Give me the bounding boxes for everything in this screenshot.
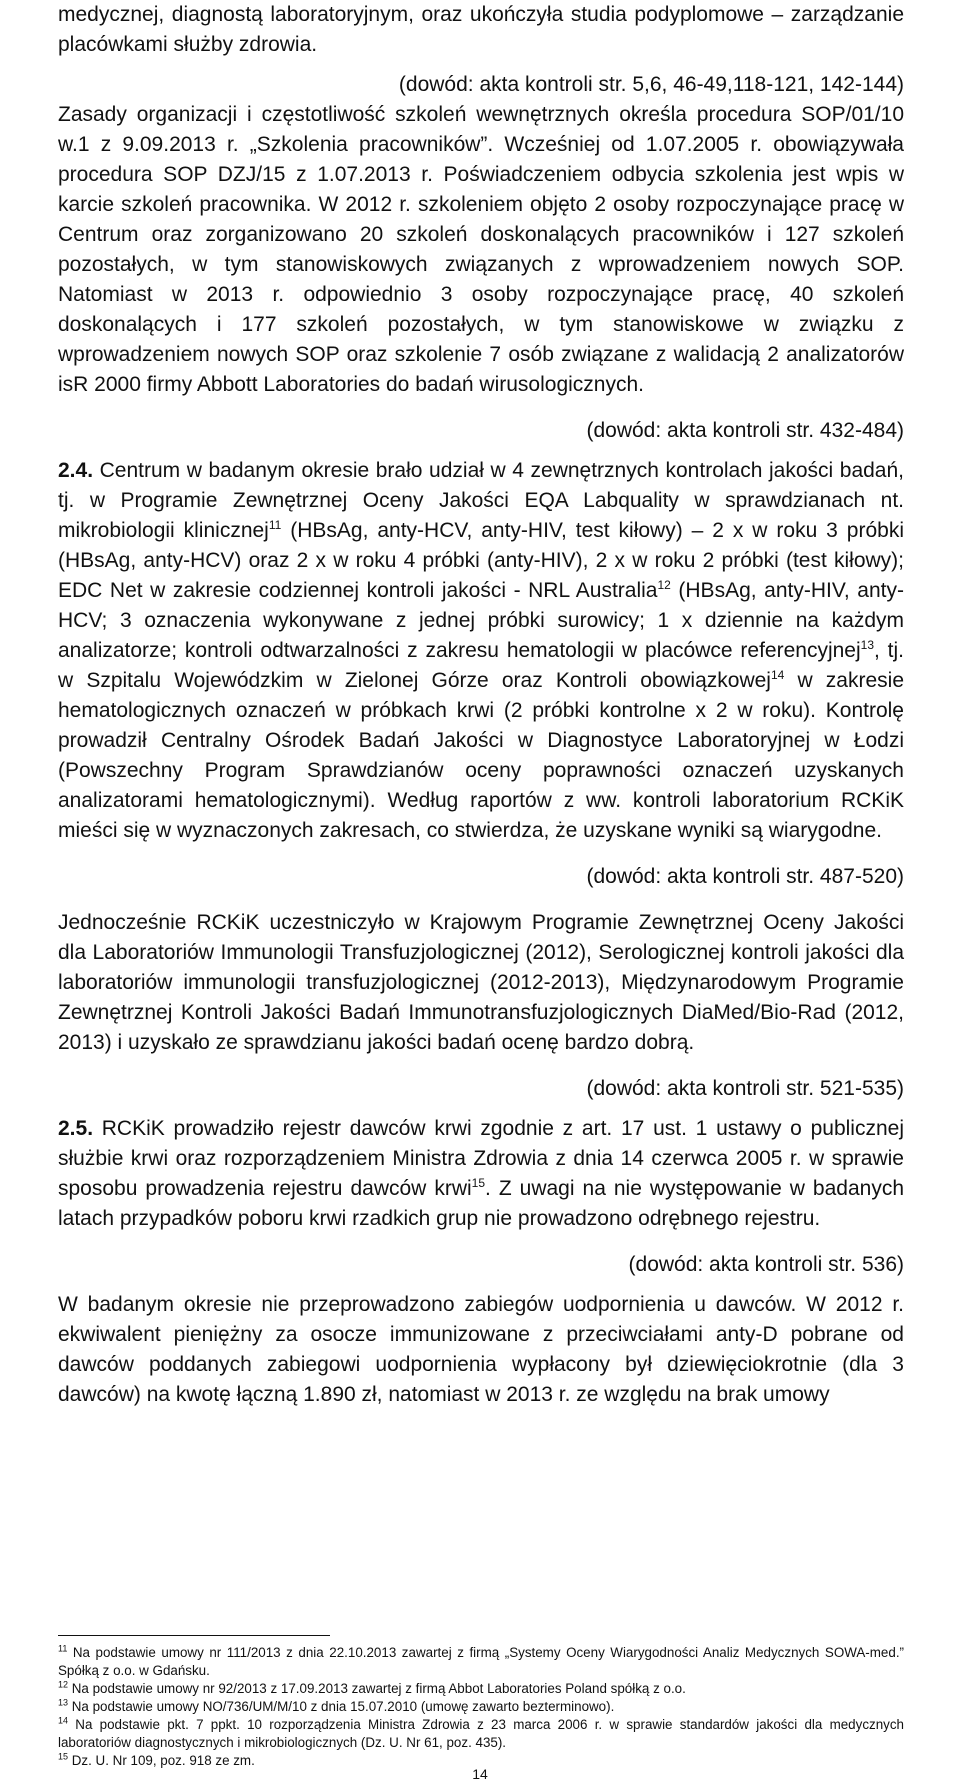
footnote-ref: 11 (268, 518, 282, 532)
footnote (58, 1680, 904, 1698)
text-segment: (HBsAg, anty-HCV, anty-HIV, test kiłowy) – 2 x w roku 3 próbki (HBsAg, anty-HCV) oraz 2 x w roku 4 próbki (anty-HIV), 2 x w roku 2 próbki (test kiłowy); EDC Net w zakresie codziennej kontroli jakości - NRL Australia (58, 519, 904, 602)
footnotes (58, 1644, 904, 1770)
body-text (58, 0, 904, 1410)
footnote-number: 11 (58, 1643, 68, 1654)
text-segment: . Z uwagi na nie występowanie w badanych latach przypadków poboru krwi rzadkich grup nie prowadzono odrębnego rejestru. (58, 1177, 905, 1230)
evidence-reference: (dowód: akta kontroli str. 487-520) (586, 865, 904, 888)
footnote-number: 13 (58, 1697, 69, 1708)
text-segment: , tj. w Szpitalu Wojewódzkim w Zielonej Górze oraz Kontroli obowiązkowej (58, 639, 904, 692)
evidence-reference: (dowód: akta kontroli str. 521-535) (586, 1077, 904, 1100)
footnote-text: Dz. U. Nr 109, poz. 918 ze zm. (68, 1753, 255, 1768)
paragraph-immunization: W badanym okresie nie przeprowadzono zabiegów uodpornienia u dawców. W 2012 r. ekwiwalent pieniężny za osocze immunizowane z przeciwciałami anty-D pobrane od dawców poddanych zabiegowi uodpornienia wypłacony był dziewięciokrotnie (dla 3 dawców) na kwotę łączną 1.890 zł, natomiast w 2013 r. ze względu na brak umowy (58, 1293, 904, 1406)
footnote-ref: 14 (770, 668, 785, 682)
paragraph-external-programs: Jednocześnie RCKiK uczestniczyło w Krajowym Programie Zewnętrznej Oceny Jakości dla Laboratoriów Immunologii Transfuzjologicznej (2012), Serologicznej kontroli jakości dla laboratoriów immunologii transfuzjologicznej (2012-2013), Międzynarodowym Programie Zewnętrznej Kontroli Jakości Badań Immunotransfuzjologicznych DiaMed/Bio-Rad (2012, 2013) i uzyskało ze sprawdzianu jakości badań ocenę bardzo dobrą. (58, 911, 904, 1054)
text-segment: (HBsAg, anty-HIV, anty-HCV; 3 oznaczenia wykonywane z jednej próbki surowicy; 1 x dziennie na każdym analizatorze; kontroli odtwarzalności z zakresu hematologii w placówce referencyjnej (58, 579, 904, 662)
text-segment: w zakresie hematologicznych oznaczeń w próbkach krwi (2 próbki kontrolne x 2 w roku). Kontrolę prowadził Centralny Ośrodek Badań Jakości w Diagnostyce Laboratoryjnej w Łodzi (Powszechny Program Sprawdzianów oceny poprawności oznaczeń uzyskanych analizatorami hematologicznymi). Według raportów z ww. kontroli laboratorium RCKiK mieści się w wyznaczonych zakresach, co stwierdza, że uzyskane wyniki są wiarygodne. (58, 669, 905, 842)
evidence-reference: (dowód: akta kontroli str. 536) (628, 1253, 904, 1276)
footnote-number: 12 (58, 1679, 69, 1690)
footnote-ref: 13 (860, 638, 874, 652)
footnote-ref: 12 (657, 578, 671, 592)
text-segment: Centrum w badanym okresie brało udział w 4 zewnętrznych kontrolach jakości badań, tj. w Programie Zewnętrznej Oceny Jakości EQA Labquality w sprawdzianach nt. mikrobiologii klinicznej (58, 459, 904, 542)
footnote-ref: 15 (471, 1176, 486, 1190)
paragraph-quality-control (58, 456, 904, 846)
footnote-number: 15 (58, 1751, 69, 1762)
evidence-reference: (dowód: akta kontroli str. 432-484) (586, 419, 904, 442)
evidence-reference: (dowód: akta kontroli str. 5,6, 46-49,118-121, 142-144) (398, 73, 904, 96)
paragraph-qualifications: medycznej, diagnostą laboratoryjnym, oraz ukończyła studia podyplomowe – zarządzanie placówkami służby zdrowia. (58, 3, 904, 56)
footnote-number: 14 (58, 1715, 69, 1726)
footnote (58, 1716, 904, 1752)
footnote-text: Na podstawie umowy NO/736/UM/M/10 z dnia 15.07.2010 (umowę zawarto bezterminowo). (68, 1699, 615, 1714)
page-number: 14 (472, 1766, 488, 1782)
section-number: 2.5. (58, 1117, 94, 1140)
text-segment: RCKiK prowadziło rejestr dawców krwi zgodnie z art. 17 ust. 1 ustawy o publicznej służbie krwi oraz rozporządzeniem Ministra Zdrowia z dnia 14 czerwca 2005 r. w sprawie sposobu prowadzenia rejestru dawców krwi (58, 1117, 904, 1200)
section-number: 2.4. (58, 459, 94, 482)
footnote-text: Na podstawie umowy nr 92/2013 z 17.09.2013 zawartej z firmą Abbot Laboratories Poland spółką z o.o. (68, 1681, 686, 1696)
paragraph-donor-register (58, 1114, 904, 1234)
footnote (58, 1698, 904, 1716)
paragraph-training: Zasady organizacji i częstotliwość szkoleń wewnętrznych określa procedura SOP/01/10 w.1 z 9.09.2013 r. „Szkolenia pracowników”. Wcześniej od 1.07.2005 r. obowiązywała procedura SOP DZJ/15 z 1.07.2013 r. Poświadczeniem odbycia szkolenia jest wpis w karcie szkoleń pracownika. W 2012 r. szkoleniem objęto 2 osoby rozpoczynające pracę w Centrum oraz zorganizowano 20 szkoleń doskonalących pracowników i 127 szkoleń pozostałych, w tym stanowiskowych związanych z wprowadzeniem nowych SOP. Natomiast w 2013 r. odpowiednio 3 osoby rozpoczynające pracę, 40 szkoleń doskonalących i 177 szkoleń pozostałych, w tym stanowiskowe w związku z wprowadzeniem nowych SOP oraz szkolenie 7 osób związane z walidacją 2 analizatorów isR 2000 firmy Abbott Laboratories do badań wirusologicznych. (58, 103, 904, 396)
footnote-separator (58, 1635, 330, 1636)
footnote-text: Na podstawie pkt. 7 ppkt. 10 rozporządzenia Ministra Zdrowia z 23 marca 2006 r. w sprawie standardów jakości dla medycznych laboratoriów diagnostycznych i mikrobiologicznych (Dz. U. Nr 61, poz. 435). (58, 1717, 904, 1750)
footnote (58, 1644, 904, 1680)
footnote-text: Na podstawie umowy nr 111/2013 z dnia 22.10.2013 zawartej z firmą „Systemy Oceny Wiarygodności Analiz Medycznych SOWA-med.” Spółką z o.o. w Gdańsku. (58, 1645, 904, 1678)
